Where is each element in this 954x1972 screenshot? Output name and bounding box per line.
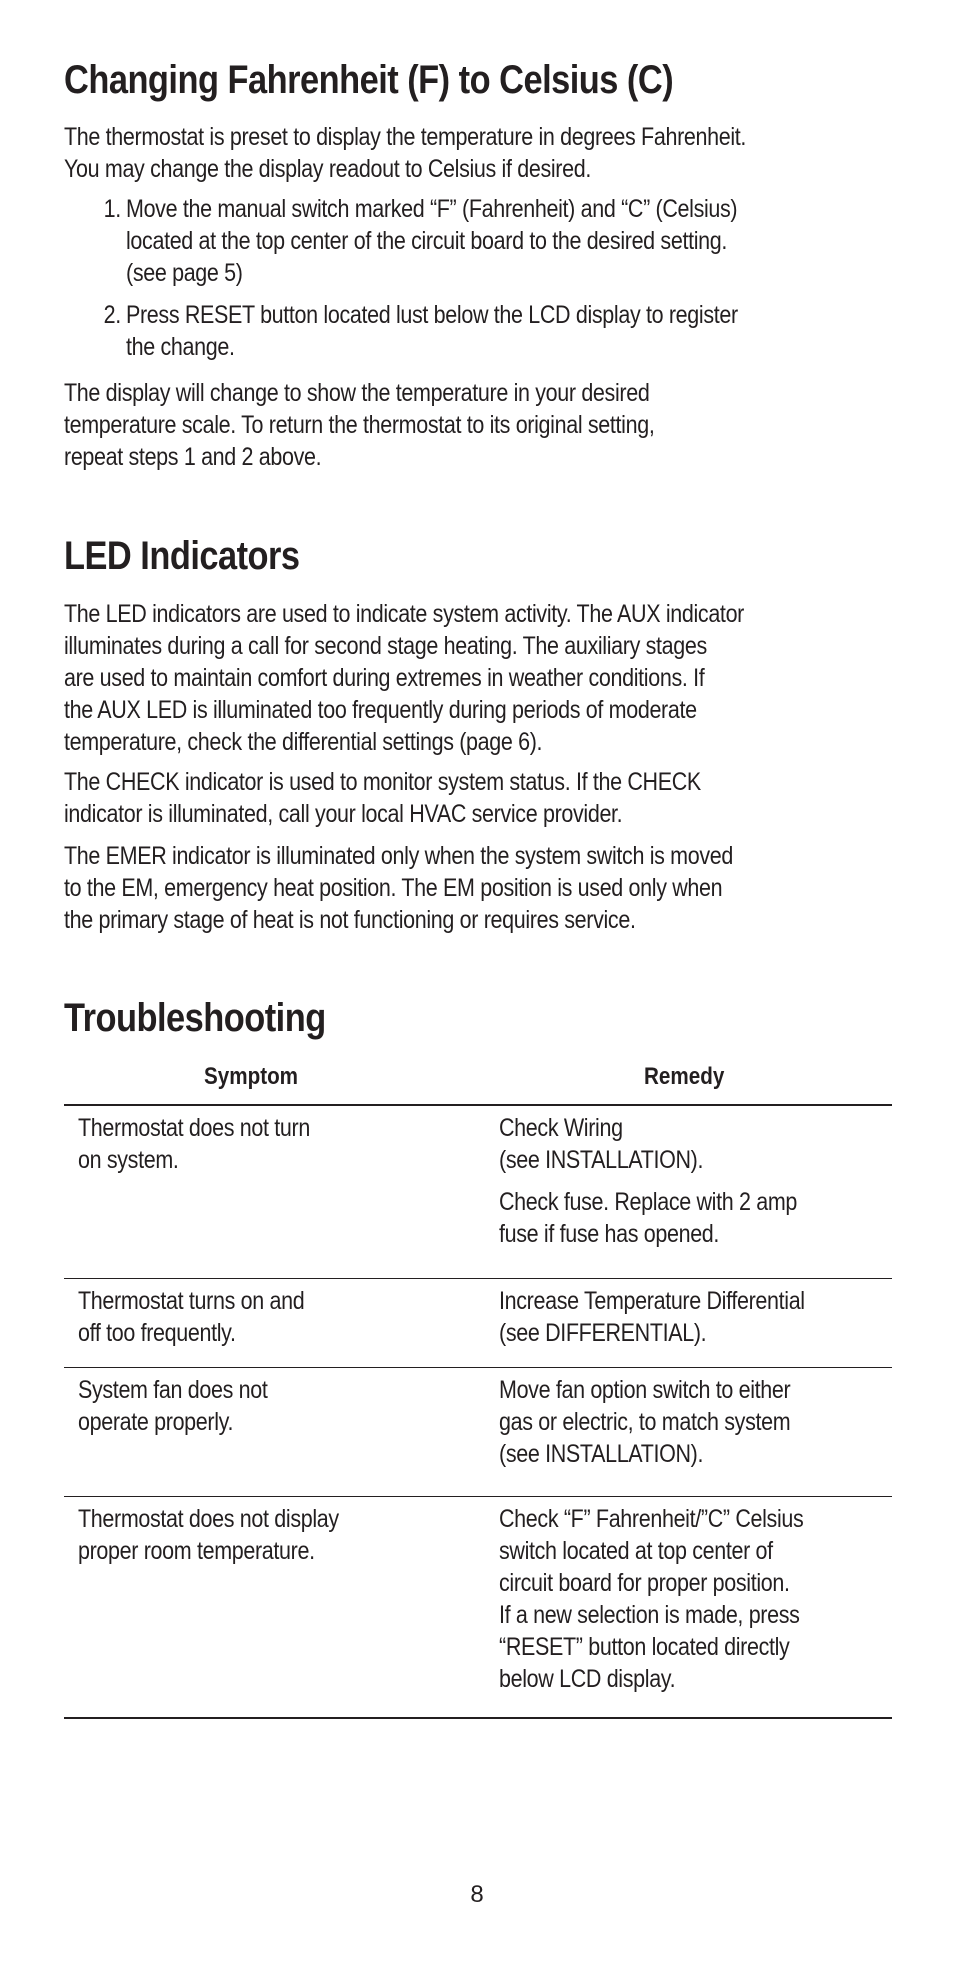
text-line: Increase Temperature Differential [499, 1287, 805, 1315]
text-line: Thermostat turns on and [78, 1287, 305, 1315]
text-line: Thermostat does not display [78, 1505, 339, 1533]
text-line: The display will change to show the temperature in your desired [64, 379, 650, 407]
text-line: The EMER indicator is illuminated only when the system switch is moved [64, 842, 733, 870]
text-line: Move the manual switch marked “F” (Fahrenheit) and “C” (Celsius) [126, 195, 738, 223]
paragraph-led-check [64, 766, 892, 830]
page-number: 8 [470, 1881, 484, 1908]
text-line: Check fuse. Replace with 2 amp [499, 1188, 798, 1216]
symptom-cell [78, 1112, 458, 1176]
step-item [64, 193, 892, 289]
text-line: You may change the display readout to Celsius if desired. [64, 155, 591, 183]
troubleshooting-table [64, 1058, 892, 1719]
table-row [64, 1106, 892, 1279]
text-line: (see INSTALLATION). [499, 1146, 704, 1174]
text-line: the primary stage of heat is not functioning or requires service. [64, 906, 636, 934]
text-line: Press RESET button located lust below the LCD display to register [126, 301, 738, 329]
text-line: Move fan option switch to either [499, 1376, 791, 1404]
remedy-cell [499, 1285, 899, 1349]
text-line: off too frequently. [78, 1319, 236, 1347]
text-line: If a new selection is made, press [499, 1601, 800, 1629]
paragraph-fahrenheit-intro [64, 121, 892, 185]
text-line: indicator is illuminated, call your local HVAC service provider. [64, 800, 623, 828]
table-header [64, 1058, 892, 1106]
text-line: illuminates during a call for second stage heating. The auxiliary stages [64, 632, 707, 660]
steps-list [64, 193, 892, 373]
text-line: operate properly. [78, 1408, 234, 1436]
symptom-cell [78, 1503, 458, 1567]
column-header-symptom: Symptom [204, 1063, 299, 1090]
text-line: on system. [78, 1146, 179, 1174]
symptom-cell [78, 1285, 458, 1349]
paragraph-led-aux [64, 598, 892, 758]
remedy-cell [499, 1374, 899, 1470]
text-line: The thermostat is preset to display the temperature in degrees Fahrenheit. [64, 123, 747, 151]
text-line: (see page 5) [126, 259, 243, 287]
text-line: gas or electric, to match system [499, 1408, 791, 1436]
text-line: the change. [126, 333, 235, 361]
text-line: Thermostat does not turn [78, 1114, 310, 1142]
text-line: (see DIFFERENTIAL). [499, 1319, 707, 1347]
text-line: fuse if fuse has opened. [499, 1220, 720, 1248]
text-line: the AUX LED is illuminated too frequently during periods of moderate [64, 696, 697, 724]
step-item [64, 299, 892, 363]
symptom-cell [78, 1374, 458, 1438]
text-line: are used to maintain comfort during extremes in weather conditions. If [64, 664, 705, 692]
text-line: below LCD display. [499, 1665, 676, 1693]
text-line: “RESET” button located directly [499, 1633, 790, 1661]
text-line: repeat steps 1 and 2 above. [64, 443, 322, 471]
text-line: The CHECK indicator is used to monitor system status. If the CHECK [64, 768, 701, 796]
text-line: Check Wiring [499, 1114, 623, 1142]
remedy-cell [499, 1112, 899, 1250]
text-line: temperature scale. To return the thermostat to its original setting, [64, 411, 655, 439]
table-row [64, 1368, 892, 1497]
column-header-remedy: Remedy [644, 1063, 725, 1090]
paragraph-led-emer [64, 840, 892, 936]
text-line: switch located at top center of [499, 1537, 773, 1565]
section-title-fahrenheit-celsius: Changing Fahrenheit (F) to Celsius (C) [64, 58, 674, 102]
text-line: to the EM, emergency heat position. The EM position is used only when [64, 874, 723, 902]
text-line: temperature, check the differential settings (page 6). [64, 728, 543, 756]
section-title-troubleshooting: Troubleshooting [64, 996, 326, 1040]
text-line: Check “F” Fahrenheit/”C” Celsius [499, 1505, 804, 1533]
text-line: System fan does not [78, 1376, 268, 1404]
paragraph-fahrenheit-outro [64, 377, 892, 473]
section-title-led-indicators: LED Indicators [64, 534, 300, 578]
text-line: located at the top center of the circuit board to the desired setting. [126, 227, 728, 255]
text-line: circuit board for proper position. [499, 1569, 790, 1597]
step-number: 2. [103, 301, 121, 329]
table-row [64, 1279, 892, 1368]
step-number: 1. [103, 195, 121, 223]
table-row [64, 1497, 892, 1719]
remedy-cell [499, 1503, 899, 1695]
text-line: The LED indicators are used to indicate system activity. The AUX indicator [64, 600, 745, 628]
text-line: proper room temperature. [78, 1537, 315, 1565]
text-line: (see INSTALLATION). [499, 1440, 704, 1468]
